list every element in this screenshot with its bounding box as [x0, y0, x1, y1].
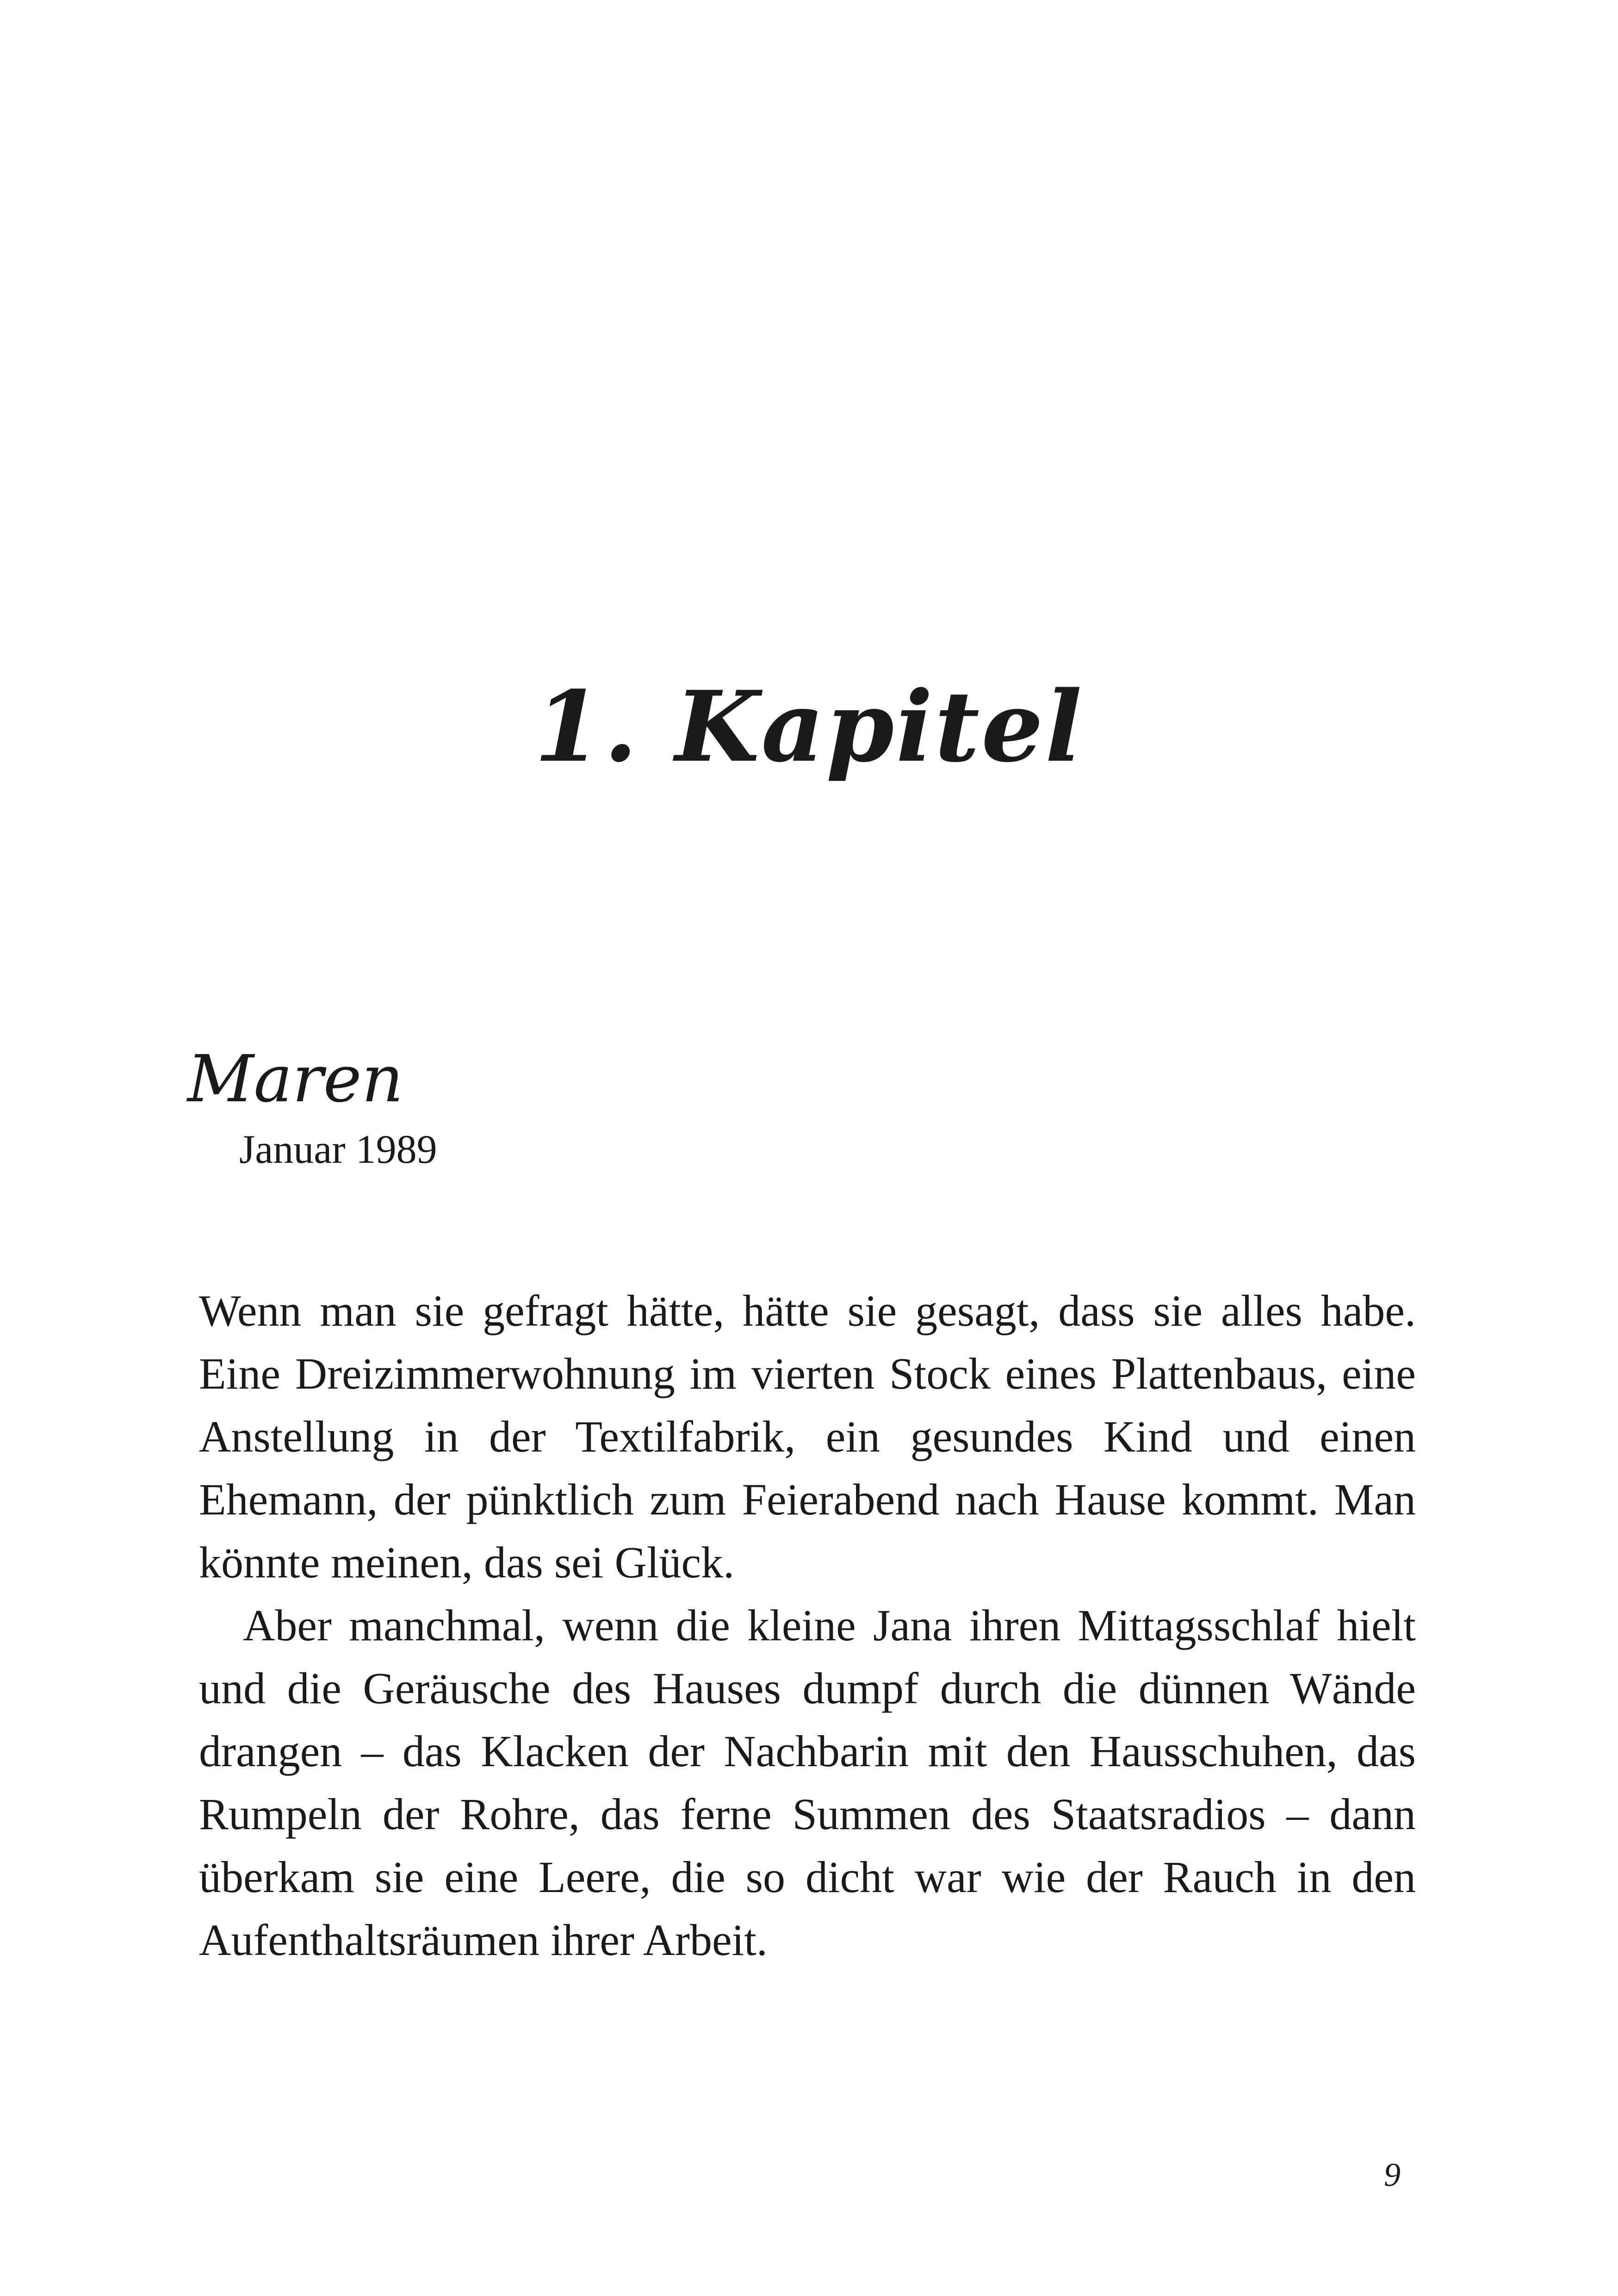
section-header — [187, 1039, 1437, 1180]
body-text — [199, 1279, 1416, 1972]
page-number: 9 — [1384, 2156, 1401, 2193]
paragraph: Wenn man sie gefragt hätte, hätte sie gesagt, dass sie alles habe. Eine Dreizimmerwohnung im vierten Stock eines Plattenbaus, eine Anstellung in der Textilfabrik, ein gesundes Kind und einen Ehemann, der pünktlich zum Feierabend nach Hause kommt. Man könnte meinen, das sei Glück. — [199, 1286, 1416, 1587]
chapter-title: 1. Kapitel — [534, 669, 1084, 784]
paragraph: Aber manchmal, wenn die kleine Jana ihren Mittagsschlaf hielt und die Geräusche des Hauses dumpf durch die dünnen Wände drangen – das Klacken der Nachbarin mit den Hausschuhen, das Rumpeln der Rohre, das ferne Summen des Staatsradios – dann überkam sie eine Leere, die so dicht war wie der Rauch in den Aufenthaltsräumen ihrer Arbeit. — [199, 1601, 1416, 1965]
section-date: Januar 1989 — [239, 1127, 437, 1172]
narrator-name: Maren — [187, 1042, 403, 1117]
